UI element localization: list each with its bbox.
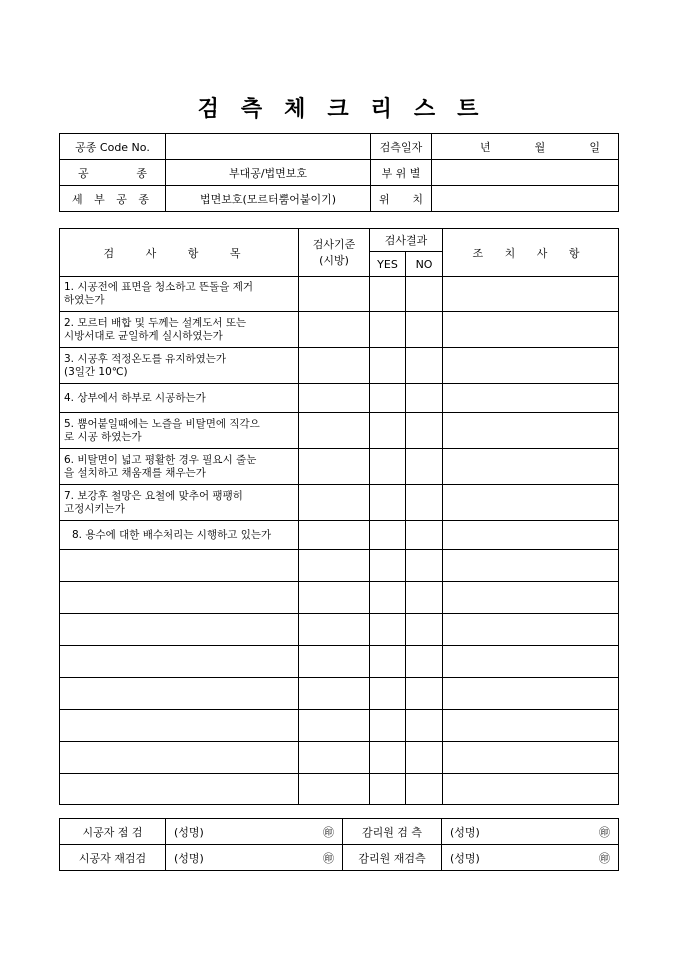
yes-cell[interactable] <box>370 582 406 614</box>
criteria-cell[interactable] <box>299 521 370 550</box>
date-day-label: 일 <box>589 140 600 154</box>
item-cell[interactable] <box>60 646 299 678</box>
col-header-action: 조 치 사 항 <box>443 229 619 277</box>
yes-cell[interactable] <box>370 742 406 774</box>
criteria-cell[interactable] <box>299 710 370 742</box>
item-cell[interactable] <box>60 774 299 805</box>
work-type-label-b: 종 <box>136 166 147 180</box>
table-row <box>60 277 619 312</box>
location-label-a: 위 <box>379 192 390 206</box>
no-cell[interactable] <box>406 449 443 485</box>
contractor-check-label: 시공자 점 검 <box>60 819 166 845</box>
yes-cell[interactable] <box>370 485 406 521</box>
action-cell[interactable] <box>443 485 619 521</box>
col-header-criteria-sub: (시방) <box>299 252 370 277</box>
seal-icon: ㊞ <box>599 851 610 865</box>
work-type-label-text <box>60 165 165 181</box>
col-header-result: 검사결과 <box>370 229 443 252</box>
yes-cell[interactable] <box>370 710 406 742</box>
no-cell[interactable] <box>406 614 443 646</box>
check-item <box>60 277 299 312</box>
contractor-check-sign[interactable] <box>166 819 343 845</box>
action-cell[interactable] <box>443 646 619 678</box>
work-code-label: 공종 Code No. <box>60 134 166 160</box>
table-row <box>60 485 619 521</box>
item-cell[interactable] <box>60 742 299 774</box>
yes-cell[interactable] <box>370 614 406 646</box>
check-item <box>60 348 299 384</box>
check-item-line2: 시방서대로 균일하게 실시하였는가 <box>64 329 223 342</box>
no-cell[interactable] <box>406 413 443 449</box>
action-cell[interactable] <box>443 521 619 550</box>
no-cell[interactable] <box>406 312 443 348</box>
seal-icon: ㊞ <box>323 851 334 865</box>
signature-table <box>59 818 619 871</box>
check-item <box>60 413 299 449</box>
action-cell[interactable] <box>443 742 619 774</box>
table-row <box>60 348 619 384</box>
no-cell[interactable] <box>406 348 443 384</box>
no-cell[interactable] <box>406 521 443 550</box>
criteria-cell[interactable] <box>299 384 370 413</box>
name-label: (성명) <box>450 825 480 839</box>
no-cell[interactable] <box>406 646 443 678</box>
action-cell[interactable] <box>443 413 619 449</box>
work-type-label <box>60 160 166 186</box>
col-header-criteria: 검사기준 <box>299 229 370 252</box>
item-cell[interactable] <box>60 710 299 742</box>
supervisor-recheck-label: 감리원 재검측 <box>343 845 442 871</box>
yes-cell[interactable] <box>370 449 406 485</box>
table-row <box>60 312 619 348</box>
check-item <box>60 384 299 413</box>
action-cell[interactable] <box>443 384 619 413</box>
criteria-cell[interactable] <box>299 449 370 485</box>
check-item <box>60 312 299 348</box>
header-table <box>59 133 619 212</box>
criteria-cell[interactable] <box>299 277 370 312</box>
table-row <box>60 521 619 550</box>
criteria-cell[interactable] <box>299 646 370 678</box>
yes-cell[interactable] <box>370 646 406 678</box>
empty-row <box>60 742 619 774</box>
empty-row <box>60 550 619 582</box>
check-item <box>60 449 299 485</box>
criteria-cell[interactable] <box>299 550 370 582</box>
location-label-b: 치 <box>412 192 423 206</box>
check-item-line2: 고정시키는가 <box>64 502 125 515</box>
empty-row <box>60 582 619 614</box>
check-item-line2: (3일간 10℃) <box>64 365 128 378</box>
name-label: (성명) <box>450 851 480 865</box>
yes-cell[interactable] <box>370 678 406 710</box>
col-header-item: 검 사 항 목 <box>60 229 299 277</box>
no-cell[interactable] <box>406 277 443 312</box>
name-label: (성명) <box>174 851 204 865</box>
action-cell[interactable] <box>443 774 619 805</box>
name-label: (성명) <box>174 825 204 839</box>
criteria-cell[interactable] <box>299 582 370 614</box>
location-label <box>371 186 432 212</box>
seal-icon: ㊞ <box>323 825 334 839</box>
criteria-cell[interactable] <box>299 678 370 710</box>
no-cell[interactable] <box>406 774 443 805</box>
check-item <box>60 485 299 521</box>
date-month-label: 월 <box>534 140 546 154</box>
check-item-line1: 6. 비탈면이 넓고 평활한 경우 필요시 줄눈 <box>64 453 257 466</box>
empty-row <box>60 678 619 710</box>
action-cell[interactable] <box>443 277 619 312</box>
checklist-table <box>59 228 619 805</box>
yes-cell[interactable] <box>370 774 406 805</box>
supervisor-check-label: 감리원 검 측 <box>343 819 442 845</box>
yes-cell[interactable] <box>370 312 406 348</box>
action-cell[interactable] <box>443 582 619 614</box>
item-cell[interactable] <box>60 678 299 710</box>
check-item-line2: 하였는가 <box>64 294 105 306</box>
contractor-recheck-sign[interactable] <box>166 845 343 871</box>
item-cell[interactable] <box>60 582 299 614</box>
no-cell[interactable] <box>406 582 443 614</box>
criteria-cell[interactable] <box>299 413 370 449</box>
inspect-date-field[interactable] <box>432 134 619 160</box>
action-cell[interactable] <box>443 312 619 348</box>
col-header-no: NO <box>406 252 443 277</box>
check-item-line1: 8. 용수에 대한 배수처리는 시행하고 있는가 <box>72 528 272 541</box>
criteria-cell[interactable] <box>299 485 370 521</box>
check-item-line1: 3. 시공후 적정온도를 유지하였는가 <box>64 352 227 365</box>
yes-cell[interactable] <box>370 277 406 312</box>
col-header-yes: YES <box>370 252 406 277</box>
detail-work-value: 법면보호(모르터뿜어붙이기) <box>166 186 371 212</box>
yes-cell[interactable] <box>370 384 406 413</box>
criteria-cell[interactable] <box>299 614 370 646</box>
no-cell[interactable] <box>406 550 443 582</box>
yes-cell[interactable] <box>370 550 406 582</box>
criteria-cell[interactable] <box>299 774 370 805</box>
no-cell[interactable] <box>406 384 443 413</box>
no-cell[interactable] <box>406 742 443 774</box>
part-field[interactable] <box>432 160 619 186</box>
empty-row <box>60 774 619 805</box>
no-cell[interactable] <box>406 485 443 521</box>
supervisor-check-sign[interactable] <box>442 819 619 845</box>
empty-row <box>60 614 619 646</box>
work-type-label-a: 공 <box>78 166 89 180</box>
action-cell[interactable] <box>443 449 619 485</box>
check-item-line2: 로 시공 하였는가 <box>64 430 142 443</box>
check-item-line2: 을 설치하고 채움재를 채우는가 <box>64 466 206 479</box>
inspect-date-label: 검측일자 <box>371 134 432 160</box>
action-cell[interactable] <box>443 710 619 742</box>
yes-cell[interactable] <box>370 521 406 550</box>
empty-row <box>60 710 619 742</box>
detail-work-label: 세 부 공 종 <box>60 186 166 212</box>
check-item-line1: 4. 상부에서 하부로 시공하는가 <box>64 391 206 404</box>
seal-icon: ㊞ <box>599 825 610 839</box>
yes-cell[interactable] <box>370 348 406 384</box>
work-code-field[interactable] <box>166 134 371 160</box>
check-item-line1: 7. 보강후 철망은 요철에 맞추어 팽팽히 <box>64 489 243 502</box>
check-item-line1: 1. 시공전에 표면을 청소하고 뜬돌을 제거 <box>64 281 253 293</box>
date-year-label: 년 <box>480 140 491 154</box>
table-row <box>60 413 619 449</box>
criteria-cell[interactable] <box>299 348 370 384</box>
action-cell[interactable] <box>443 550 619 582</box>
action-cell[interactable] <box>443 678 619 710</box>
table-row <box>60 384 619 413</box>
yes-cell[interactable] <box>370 413 406 449</box>
no-cell[interactable] <box>406 678 443 710</box>
action-cell[interactable] <box>443 348 619 384</box>
criteria-cell[interactable] <box>299 312 370 348</box>
criteria-cell[interactable] <box>299 742 370 774</box>
table-row <box>60 449 619 485</box>
part-label: 부 위 별 <box>371 160 432 186</box>
location-field[interactable] <box>432 186 619 212</box>
empty-row <box>60 646 619 678</box>
no-cell[interactable] <box>406 710 443 742</box>
check-item <box>60 521 299 550</box>
item-cell[interactable] <box>60 550 299 582</box>
supervisor-recheck-sign[interactable] <box>442 845 619 871</box>
page-title: 검측체크리스트 <box>197 96 501 122</box>
contractor-recheck-label: 시공자 재검검 <box>60 845 166 871</box>
check-item-line1: 2. 모르터 배합 및 두께는 설계도서 또는 <box>64 316 247 329</box>
action-cell[interactable] <box>443 614 619 646</box>
work-type-value: 부대공/법면보호 <box>166 160 371 186</box>
item-cell[interactable] <box>60 614 299 646</box>
check-item-line1: 5. 뿜어붙일때에는 노즐을 비탈면에 직각으 <box>64 417 260 430</box>
